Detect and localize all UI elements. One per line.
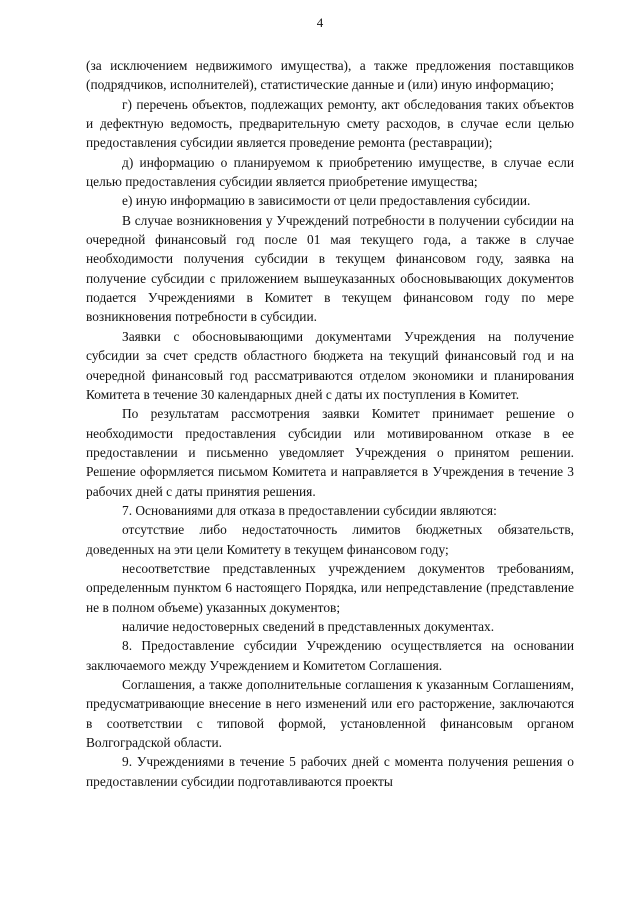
paragraph-section-9: 9. Учреждениями в течение 5 рабочих дней с момента получения решения о предоставлении субсидии подготавливаются проекты <box>86 754 574 789</box>
document-body <box>86 56 574 791</box>
paragraph-refusal-documents: несоответствие представленных учреждением документов требованиям, определенным пунктом 6 настоящего Порядка, или непредставление (представление не в полном объеме) указанных документов; <box>86 560 574 615</box>
paragraph-decision: По результатам рассмотрения заявки Комитет принимает решение о необходимости предоставления субсидии или мотивированном отказе в ее предоставлении и письменно уведомляет Учреждения о принятом решении. Решение оформляется письмом Комитета и направляется в Учреждения в течение 3 рабочих дней с даты принятия решения. <box>86 406 574 499</box>
page-number: 4 <box>316 15 324 30</box>
paragraph-section-8: 8. Предоставление субсидии Учреждению осуществляется на основании заключаемого между Учреждением и Комитетом Соглашения. <box>86 638 574 673</box>
paragraph-continuation: (за исключением недвижимого имущества), а также предложения поставщиков (подрядчиков, исполнителей), статистические данные и (или) иную информацию; <box>86 58 574 93</box>
paragraph-section-7: 7. Основаниями для отказа в предоставлении субсидии являются: <box>122 502 497 518</box>
paragraph-applications-review: Заявки с обосновывающими документами Учреждения на получение субсидии за счет средств областного бюджета на текущий финансовый год и на очередной финансовый год рассматриваются отделом экономики и планирования Комитета в течение 30 календарных дней с даты их поступления в Комитет. <box>86 328 574 402</box>
paragraph-agreements: Соглашения, а также дополнительные соглашения к указанным Соглашениям, предусматривающие внесение в него изменений или его расторжение, заключаются в соответствии с типовой формой, установленной финансовым органом Волгоградской области. <box>86 677 574 751</box>
paragraph-need-case: В случае возникновения у Учреждений потребности в получении субсидии на очередной финансовый год после 01 мая текущего года, а также в случае необходимости получения субсидии в текущем финансовом году, заявка на получение субсидии с приложением вышеуказанных обосновывающих документов подается Учреждениями в Комитет в текущем финансовом году по мере возникновения потребности в субсидии. <box>86 212 574 325</box>
paragraph-item-d: д) информацию о планируемом к приобретению имуществе, в случае если целью предоставления субсидии является приобретение имущества; <box>86 154 574 190</box>
paragraph-refusal-false-info: наличие недостоверных сведений в представленных документах. <box>122 618 495 634</box>
paragraph-refusal-limits: отсутствие либо недостаточность лимитов бюджетных обязательств, доведенных на эти цели Комитету в текущем финансовом году; <box>86 522 574 557</box>
paragraph-item-g: г) перечень объектов, подлежащих ремонту, акт обследования таких объектов и дефектную ведомость, предварительную смету расходов, в случае если целью предоставления субсидии является проведение ремонта (реставрации); <box>86 96 574 151</box>
paragraph-item-e: е) иную информацию в зависимости от цели предоставления субсидии. <box>122 193 531 209</box>
